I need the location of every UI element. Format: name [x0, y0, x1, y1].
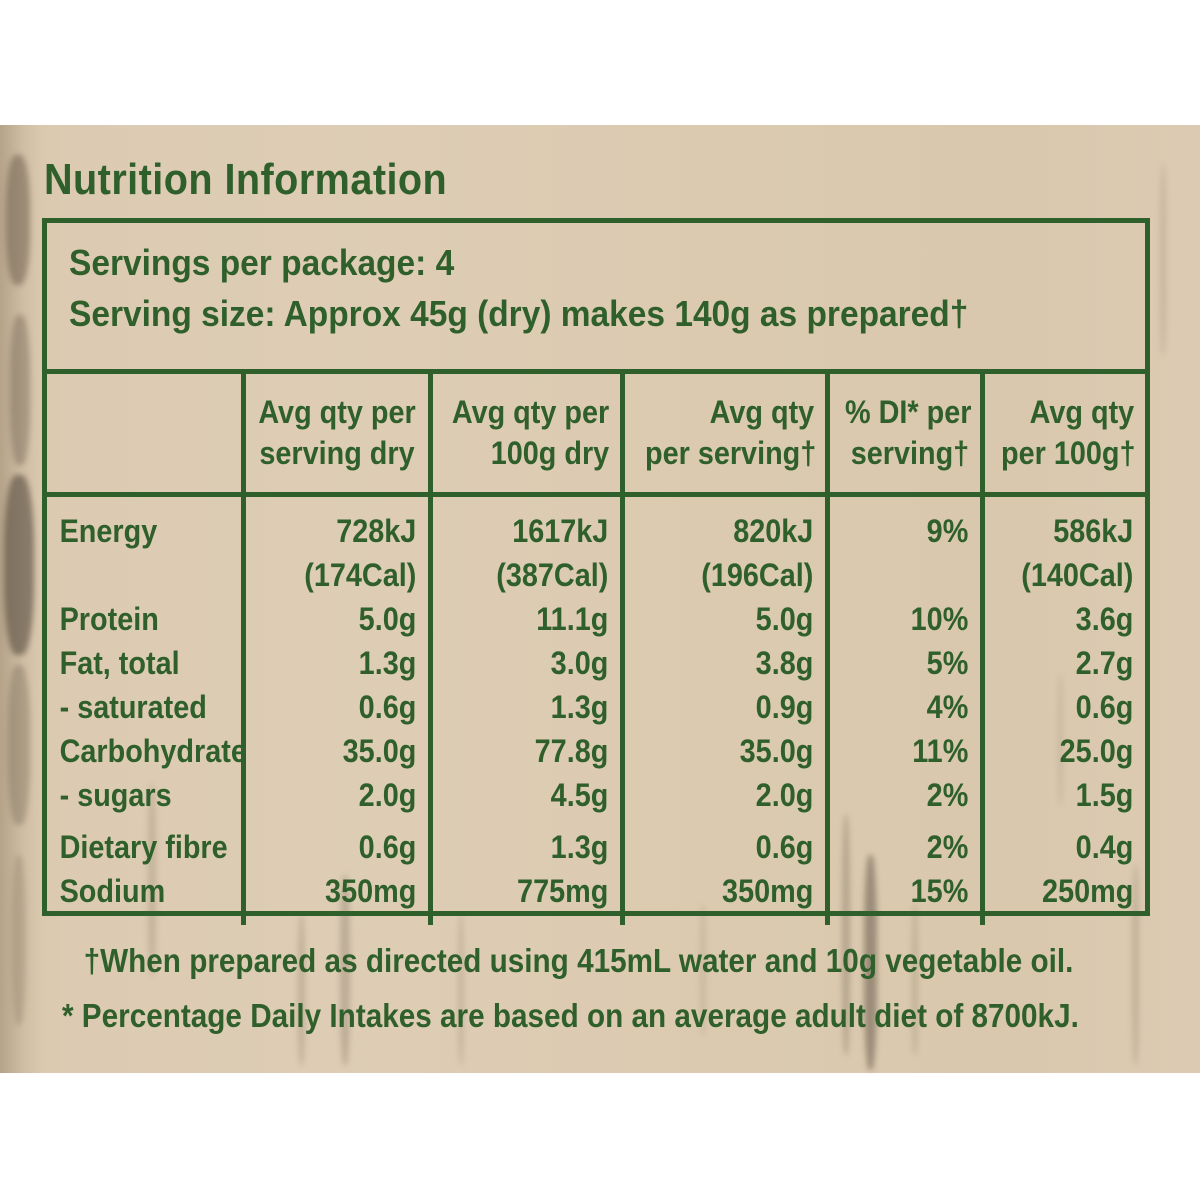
nutrient-value: 4% [926, 689, 969, 725]
nutrient-value: 2.7g [1075, 645, 1134, 681]
table-column [433, 374, 625, 925]
table-column [985, 374, 1145, 925]
nutrient-value: 25.0g [1059, 733, 1134, 769]
nutrient-value: (387Cal) [496, 557, 609, 593]
nutrient-value: (196Cal) [701, 557, 814, 593]
nutrient-value: 0.6g [755, 829, 814, 865]
nutrient-value: 2.0g [755, 777, 814, 813]
nutrient-value: 586kJ [1053, 513, 1134, 549]
nutrient-value: 728kJ [336, 513, 417, 549]
footnotes [62, 933, 1192, 1043]
column-header-line: per serving† [645, 435, 817, 471]
nutrient-value: 1617kJ [512, 513, 609, 549]
table-column [246, 374, 433, 925]
column-header-line: 100g dry [490, 435, 610, 471]
nutrient-label: - sugars [59, 777, 172, 813]
column-header-line: % DI* per [845, 394, 972, 430]
nutrient-value: 35.0g [739, 733, 814, 769]
nutrient-value: 1.3g [550, 689, 609, 725]
nutrient-value: 0.4g [1075, 829, 1134, 865]
nutrient-value: 1.3g [550, 829, 609, 865]
column-header [246, 374, 428, 497]
nutrient-value: 3.8g [755, 645, 814, 681]
nutrient-label: Dietary fibre [59, 829, 228, 865]
nutrient-value: 2% [926, 829, 969, 865]
nutrient-value: (140Cal) [1021, 557, 1134, 593]
nutrition-table [47, 374, 1145, 925]
nutrient-label [47, 553, 222, 597]
column-header [985, 374, 1145, 497]
nutrient-value: 5% [926, 645, 969, 681]
footnote-prepared: †When prepared as directed using 415mL water and 10g vegetable oil. [83, 942, 1074, 979]
nutrient-value: 2.0g [358, 777, 417, 813]
nutrient-value [845, 553, 980, 597]
column-header-line: Avg qty [1029, 394, 1135, 430]
texture-streak [12, 855, 26, 1025]
nutrient-value: 775mg [517, 873, 609, 909]
table-column [47, 374, 246, 925]
page-title: Nutrition Information [44, 155, 448, 204]
column-header-line: per 100g† [1001, 435, 1136, 471]
column-header-line: serving† [850, 435, 970, 471]
nutrient-value: 1.5g [1075, 777, 1134, 813]
nutrient-value: (174Cal) [304, 557, 417, 593]
nutrient-value: 9% [926, 513, 969, 549]
nutrition-panel [0, 125, 1200, 1073]
column-header-line: Avg qty per [258, 394, 416, 430]
column-header-line: Avg qty per [451, 394, 610, 430]
column-header [625, 374, 825, 497]
nutrient-value: 350mg [722, 873, 814, 909]
table-column [625, 374, 830, 925]
table-column [830, 374, 985, 925]
column-header [830, 374, 980, 497]
servings-per-package: Servings per package: 4 [69, 242, 455, 283]
column-header-line: serving dry [259, 435, 415, 471]
nutrient-value: 11.1g [536, 601, 609, 637]
nutrient-value: 0.9g [755, 689, 814, 725]
nutrient-label: Fat, total [59, 645, 180, 681]
nutrient-label: - saturated [59, 689, 207, 725]
nutrient-value: 15% [910, 873, 969, 909]
servings-section [47, 223, 1145, 374]
nutrient-value: 0.6g [1075, 689, 1134, 725]
nutrient-value: 350mg [325, 873, 417, 909]
nutrient-value: 1.3g [358, 645, 417, 681]
nutrient-value: 10% [910, 601, 969, 637]
nutrient-value: 4.5g [550, 777, 609, 813]
texture-streak [1160, 165, 1166, 355]
nutrient-value: 0.6g [358, 829, 417, 865]
footnote-daily-intake: * Percentage Daily Intakes are based on an average adult diet of 8700kJ. [62, 997, 1079, 1034]
nutrient-label: Protein [59, 601, 159, 637]
nutrient-value: 3.6g [1075, 601, 1134, 637]
texture-streak [10, 315, 30, 465]
texture-streak [6, 155, 30, 285]
nutrient-label: Carbohydrate [59, 733, 247, 769]
nutrient-label: Sodium [59, 873, 166, 909]
nutrition-frame [42, 218, 1150, 916]
serving-size: Serving size: Approx 45g (dry) makes 140g as prepared† [69, 293, 969, 334]
column-header [433, 374, 620, 497]
texture-streak [4, 475, 34, 655]
nutrient-value: 820kJ [733, 513, 814, 549]
nutrient-value: 5.0g [358, 601, 417, 637]
nutrient-value: 35.0g [342, 733, 417, 769]
nutrient-value: 250mg [1042, 873, 1134, 909]
nutrient-value: 2% [926, 777, 969, 813]
nutrient-label: Energy [59, 513, 158, 549]
nutrient-value: 11% [912, 733, 969, 769]
nutrient-value: 0.6g [358, 689, 417, 725]
paper-texture-left-band [0, 125, 42, 1073]
nutrient-value: 3.0g [550, 645, 609, 681]
column-header [47, 374, 241, 497]
texture-streak [8, 665, 30, 825]
nutrient-value: 5.0g [755, 601, 814, 637]
column-header-line: Avg qty [709, 394, 815, 430]
nutrient-value: 77.8g [534, 733, 609, 769]
